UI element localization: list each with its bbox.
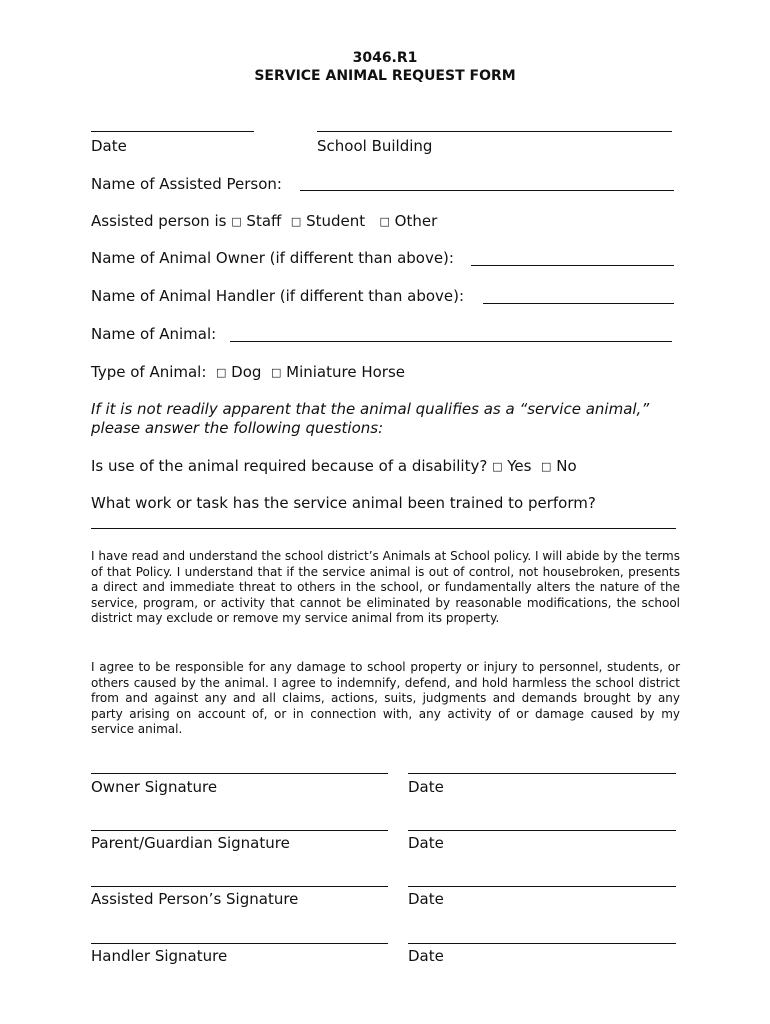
owner-date-label: Date xyxy=(408,778,444,796)
assisted-type-label: Assisted person is xyxy=(91,212,227,230)
date-label: Date xyxy=(91,137,127,155)
instructions-line-1: If it is not readily apparent that the animal qualifies as a “service animal,” xyxy=(91,400,650,418)
parent-date-line[interactable] xyxy=(408,830,676,831)
handler-date-label: Date xyxy=(408,947,444,965)
owner-date-line[interactable] xyxy=(408,773,676,774)
animal-name-label: Name of Animal: xyxy=(91,325,217,343)
school-building-label: School Building xyxy=(317,137,433,155)
assisted-date-label: Date xyxy=(408,890,444,908)
dog-option: Dog xyxy=(231,363,262,381)
liability-agreement-paragraph: I agree to be responsible for any damage to school property or injury to personnel, students, or others caused by the animal. I agree to indemnify, defend, and hold harmless the school district from and against any and all claims, actions, suits, judgments and demands brought by any party arising on account of, or in connection with, any activity of or damage caused by my service animal. xyxy=(91,660,680,737)
staff-option: Staff xyxy=(246,212,282,230)
other-checkbox[interactable]: □ xyxy=(379,215,390,228)
assisted-person-type-row xyxy=(91,212,437,230)
school-building-line[interactable] xyxy=(317,131,672,132)
animal-owner-line[interactable] xyxy=(471,265,674,266)
assisted-date-line[interactable] xyxy=(408,886,676,887)
student-checkbox[interactable]: □ xyxy=(290,215,302,228)
form-title: SERVICE ANIMAL REQUEST FORM xyxy=(254,68,516,84)
animal-handler-label: Name of Animal Handler (if different than above): xyxy=(91,287,465,305)
animal-type-label: Type of Animal: xyxy=(91,363,207,381)
disability-question-row xyxy=(91,457,577,475)
assisted-person-line[interactable] xyxy=(300,190,674,191)
task-answer-line[interactable] xyxy=(91,528,676,529)
animal-handler-line[interactable] xyxy=(483,303,674,304)
handler-signature-line[interactable] xyxy=(91,943,388,944)
handler-date-line[interactable] xyxy=(408,943,676,944)
assisted-person-label: Name of Assisted Person: xyxy=(91,175,282,193)
assisted-signature-line[interactable] xyxy=(91,886,388,887)
handler-signature-label: Handler Signature xyxy=(91,947,228,965)
animal-type-row xyxy=(91,363,405,381)
policy-agreement-paragraph: I have read and understand the school district’s Animals at School policy. I will abide by the terms of that Policy. I understand that if the service animal is out of control, not housebroken, presents a direct and immediate threat to others in the school, or fundamentally alters the nature of the service, program, or activity that cannot be eliminated by reasonable modifications, the school district may exclude or remove my service animal from its property. xyxy=(91,549,680,626)
date-line[interactable] xyxy=(91,131,254,132)
disability-question: Is use of the animal required because of a disability? xyxy=(91,457,488,475)
student-option: Student xyxy=(306,212,366,230)
owner-signature-label: Owner Signature xyxy=(91,778,218,796)
no-option: No xyxy=(556,457,577,475)
staff-checkbox[interactable]: □ xyxy=(231,215,242,228)
animal-name-line[interactable] xyxy=(230,341,672,342)
owner-signature-line[interactable] xyxy=(91,773,388,774)
yes-option: Yes xyxy=(507,457,532,475)
parent-signature-line[interactable] xyxy=(91,830,388,831)
assisted-signature-label: Assisted Person’s Signature xyxy=(91,890,299,908)
miniature-horse-option: Miniature Horse xyxy=(286,363,406,381)
form-code: 3046.R1 xyxy=(352,50,418,66)
instructions-line-2: please answer the following questions: xyxy=(91,419,384,437)
yes-checkbox[interactable]: □ xyxy=(492,460,503,473)
horse-checkbox[interactable]: □ xyxy=(270,366,282,379)
task-question: What work or task has the service animal been trained to perform? xyxy=(91,494,596,512)
dog-checkbox[interactable]: □ xyxy=(215,366,227,379)
parent-date-label: Date xyxy=(408,834,444,852)
other-option: Other xyxy=(394,212,438,230)
parent-signature-label: Parent/Guardian Signature xyxy=(91,834,290,852)
animal-owner-label: Name of Animal Owner (if different than above): xyxy=(91,249,454,267)
no-checkbox[interactable]: □ xyxy=(541,460,552,473)
